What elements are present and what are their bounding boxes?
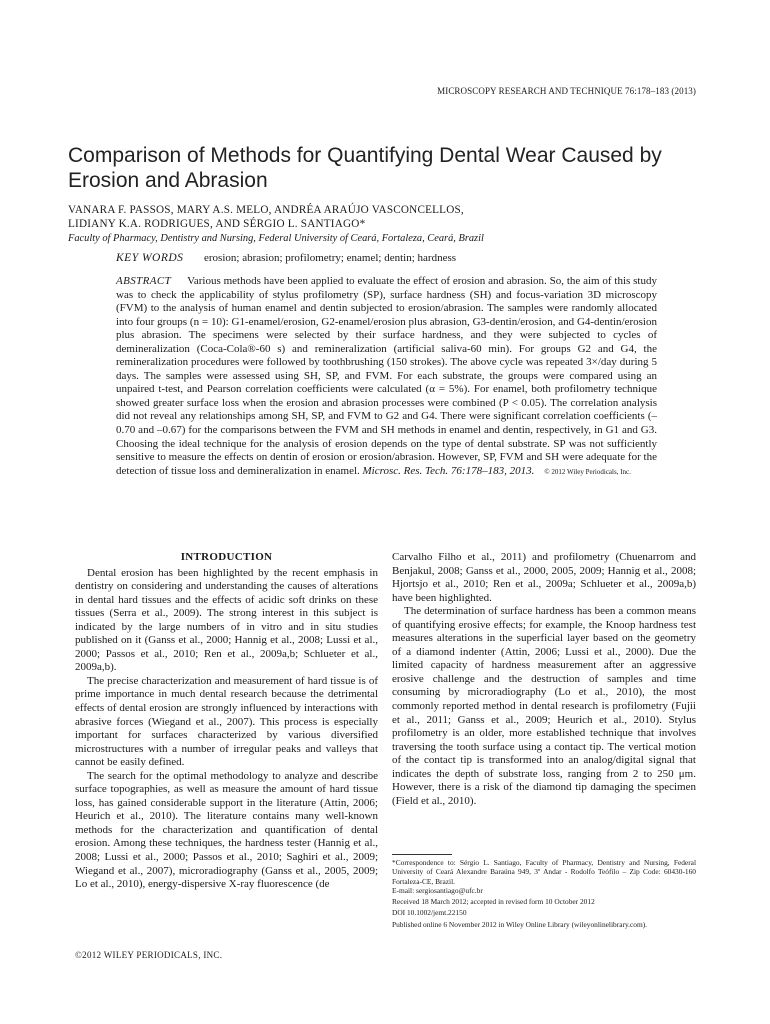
- received-dates: Received 18 March 2012; accepted in revised form 10 October 2012: [392, 897, 595, 907]
- intro-paragraph-1: Dental erosion has been highlighted by the recent emphasis in dentistry on considering and understanding the causes of alterations in dental hard tissues and the effects of acidic soft drinks on these tissues (Serra et al., 2009). The strong interest in this subject is indicated by the large numbers of in vitro and in situ studies published on it (Ganss et al., 2000; Hannig et al., 2008; Lussi et al., 2000; Passos et al., 2010; Ren et al., 2009a,b; Schlueter et al., 2009a,b).: [75, 566, 378, 674]
- abstract-copyright: © 2012 Wiley Periodicals, Inc.: [544, 467, 631, 476]
- left-column: [75, 551, 378, 892]
- abstract: [116, 275, 657, 479]
- authors-line-2: LIDIANY K.A. RODRIGUES, AND SÉRGIO L. SANTIAGO*: [68, 217, 366, 230]
- keywords: erosion; abrasion; profilometry; enamel; dentin; hardness: [204, 252, 457, 264]
- correspondence-note: *Correspondence to: Sérgio L. Santiago, Faculty of Pharmacy, Dentistry and Nursing, Federal University of Ceará Alexandre Baraúna 949, 3º Andar - Rodolfo Teófilo – Zip Code: 60430-160 Fortaleza-CE, Brazil.: [392, 858, 696, 886]
- intro-paragraph-3: The search for the optimal methodology to analyze and describe surface topographies, as well as measure the amount of hard tissue loss, has gained considerable support in the literature (Attin, 2006; Heurich et al., 2010). The literature contains many well-known methods for the characterization and quantification of dental erosion. Among these techniques, the hardness tester (Hannig et al., 2008; Lussi et al., 2000; Passos et al., 2010; Saghiri et al., 2009; Wiegand et al., 2007), microradiography (Ganss et al., 2005, 2009; Lo et al., 2010), energy-dispersive X-ray fluorescence (de: [75, 769, 378, 891]
- section-heading-introduction: INTRODUCTION: [180, 551, 273, 563]
- footnote-divider: [392, 854, 452, 855]
- intro-paragraph-2: The precise characterization and measurement of hard tissue is of prime importance in much dental research because the detrimental effects of dental erosion are strongly influenced by interactions with abrasive forces (Wiegand et al., 2007). This process is especially important for surfaces characterized by various diversified microstructures with a number of irregular peaks and valleys that cannot be easily defined.: [75, 674, 378, 769]
- published-online: Published online 6 November 2012 in Wiley Online Library (wileyonlinelibrary.com).: [392, 919, 648, 929]
- correspondence-email: E-mail: sergiosantiago@ufc.br: [392, 885, 483, 895]
- authors-line-1: VANARA F. PASSOS, MARY A.S. MELO, ANDRÉA ARAÚJO VASCONCELLOS,: [68, 204, 464, 216]
- keywords-label: KEY WORDS: [116, 252, 184, 264]
- page-footer-copyright: ©2012 WILEY PERIODICALS, INC.: [75, 950, 223, 960]
- abstract-citation: Microsc. Res. Tech. 76:178–183, 2013.: [362, 464, 535, 477]
- journal-running-header: MICROSCOPY RESEARCH AND TECHNIQUE 76:178–183 (2013): [437, 86, 696, 96]
- article-title: Comparison of Methods for Quantifying Dental Wear Caused by Erosion and Abrasion: [68, 144, 662, 192]
- intro-paragraph-4: The determination of surface hardness has been a common means of quantifying erosive effects; for example, the Knoop hardness test measures alterations in the superficial layer based on the geometry of a diamond indenter (Attin, 2006; Lussi et al., 2000). Due the limited capacity of hardness measurement after an aggressive erosive challenge and the destruction of samples and time consuming by microradiography (Lo et al., 2010), the most commonly reported method in dental research is profilometry (Fujii et al., 2011; Ganss et al., 2009; Heurich et al., 2010). Stylus profilometry is an older, more established technique that involves traversing the tooth surface using a contact tip. The vertical motion of the contact tip is transformed into an analog/digital signal that indicates the depth of substrate loss, ranging from 2 to 250 μm. However, there is a risk of the diamond tip damaging the specimen (Field et al., 2010).: [392, 605, 696, 807]
- affiliation: Faculty of Pharmacy, Dentistry and Nursing, Federal University of Ceará, Fortaleza, Ceará, Brazil: [68, 233, 484, 244]
- footnote-block: [392, 858, 696, 929]
- abstract-label: ABSTRACT: [116, 275, 172, 287]
- intro-paragraph-3-continued: Carvalho Filho et al., 2011) and profilometry (Chuenarrom and Benjakul, 2008; Ganss et al., 2000, 2005, 2009; Hannig et al., 2008; Hjortsjo et al., 2010; Ren et al., 2009a; Schlueter et al., 2009a,b) have been highlighted.: [392, 551, 696, 604]
- right-column: [392, 551, 696, 808]
- abstract-text: Various methods have been applied to evaluate the effect of erosion and abrasion. So, the aim of this study was to check the applicability of stylus profilometry (SP), surface hardness (SH) and focus-variation 3D microscopy (FVM) to the analysis of human enamel and dentin subjected to erosion/abrasion. The samples were randomly allocated into four groups (n = 10): G1-enamel/erosion, G2-enamel/erosion plus abrasion, G3-dentin/erosion, and G4-dentin/erosion plus abrasion. The specimens were selected by their surface hardness, and they were subjected to cycles of demineralization (Coca-Cola®-60 s) and remineralization (artificial saliva-60 min). For groups G2 and G4, the remineralization procedures were followed by toothbrushing (150 strokes). The above cycle was repeated 3×/day during 5 days. The samples were assessed using SH, SP, and FVM. For each substrate, the groups were compared using an unpaired t-test, and Pearson correlation coefficients were calculated (α = 5%). For enamel, both profilometry technique showed greater surface loss when the erosion and abrasion processes were combined (P < 0.05). The correlation analysis did not reveal any relationships among SH, SP, and FVM to G2 and G4. There were significant correlation coefficients (–0.70 and –0.67) for the comparisons between the FVM and SH methods in enamel and dentin, respectively, in G1 and G3. Choosing the ideal technique for the analysis of erosion depends on the type of dental substrate. SP was not sufficiently sensitive to measure the effects on dentin of erosion or erosion/abrasion. However, SP, FVM and SH were adequate for the detection of tissue loss and demineralization in enamel.: [116, 275, 657, 477]
- doi: DOI 10.1002/jemt.22150: [392, 908, 467, 918]
- author-list: [68, 204, 688, 231]
